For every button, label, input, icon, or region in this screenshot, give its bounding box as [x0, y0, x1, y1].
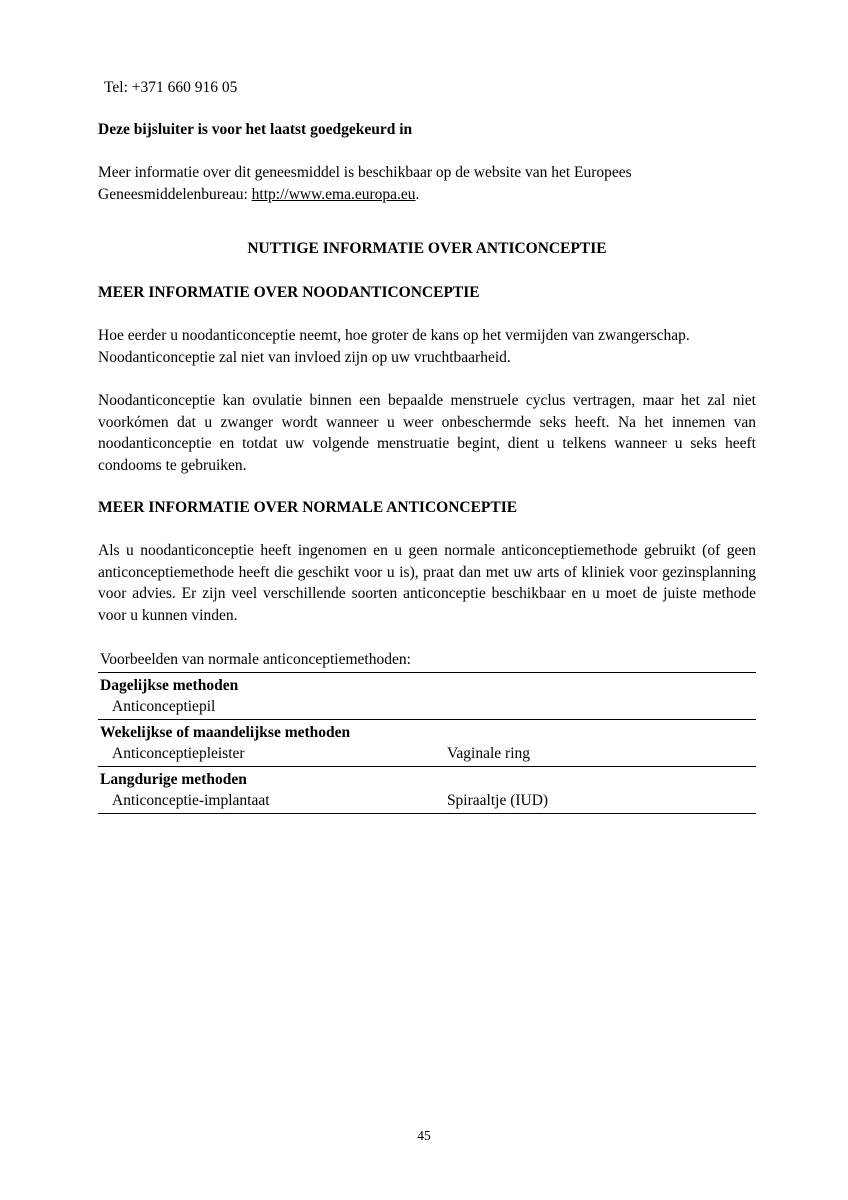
method-long-term-left: Anticonceptie-implantaat [98, 790, 445, 814]
table-row [98, 790, 756, 814]
table-caption-row [98, 648, 756, 673]
table-row [98, 743, 756, 767]
group-heading-weekly-monthly: Wekelijkse of maandelijkse methoden [100, 724, 351, 741]
regular-paragraph-1: Als u noodanticonceptie heeft ingenomen en u geen normale anticonceptiemethode gebruikt (of geen anticonceptiemethode heeft die geschikt voor u is), praat dan met uw arts of kliniek voor gezinsplanning voor advies. Er zijn veel verschillende soorten anticonceptie beschikbaar en u moet de juiste methode voor u kunnen vinden. [98, 542, 756, 624]
table-row [98, 767, 756, 791]
more-information-paragraph [98, 162, 756, 205]
table-caption-cell: Voorbeelden van normale anticonceptiemethoden: [98, 648, 445, 673]
contraception-methods-table [98, 648, 756, 814]
emergency-paragraph-2: Noodanticonceptie kan ovulatie binnen een bepaalde menstruele cyclus vertragen, maar het zal niet voorkómen dat u zwanger wordt wanneer u weer onbeschermde seks heeft. Na het innemen van noodanticonceptie en totdat uw volgende menstruatie begint, dient u telkens wanneer u seks heeft condooms te gebruiken. [98, 392, 756, 474]
group-heading-long-term: Langdurige methoden [100, 771, 247, 788]
table-caption-spacer [445, 648, 756, 673]
method-weekly-monthly-left: Anticonceptiepleister [98, 743, 445, 767]
approval-date-heading: Deze bijsluiter is voor het laatst goedgekeurd in [98, 121, 413, 138]
group-heading-weekly-monthly-spacer [445, 720, 756, 744]
contact-phone-line: Tel: +371 660 916 05 [104, 79, 238, 96]
more-information-text-after: . [415, 185, 420, 203]
ema-website-link[interactable]: http://www.ema.europa.eu [251, 185, 416, 203]
group-heading-long-term-spacer [445, 767, 756, 791]
group-heading-daily: Dagelijkse methoden [100, 677, 239, 694]
method-daily-left: Anticonceptiepil [98, 696, 445, 720]
page-number: 45 [417, 1128, 431, 1143]
section-heading-emergency-contraception: MEER INFORMATIE OVER NOODANTICONCEPTIE [98, 284, 480, 301]
group-heading-daily-spacer [445, 673, 756, 697]
section-heading-regular-contraception: MEER INFORMATIE OVER NORMALE ANTICONCEPTIE [98, 499, 518, 516]
method-weekly-monthly-right: Vaginale ring [445, 743, 756, 767]
method-long-term-right: Spiraaltje (IUD) [445, 790, 756, 814]
table-row [98, 673, 756, 697]
more-information-text-before: Meer informatie over dit geneesmiddel is beschikbaar op de website van het Europees Geneesmiddelenbureau: [98, 164, 632, 203]
table-row [98, 696, 756, 720]
table-row [98, 720, 756, 744]
method-daily-right [445, 696, 756, 720]
page-title: NUTTIGE INFORMATIE OVER ANTICONCEPTIE [247, 240, 607, 257]
page-content [98, 78, 756, 814]
emergency-paragraph-1: Hoe eerder u noodanticonceptie neemt, hoe groter de kans op het vermijden van zwangerschap. Noodanticonceptie zal niet van invloed zijn op uw vruchtbaarheid. [98, 327, 690, 366]
